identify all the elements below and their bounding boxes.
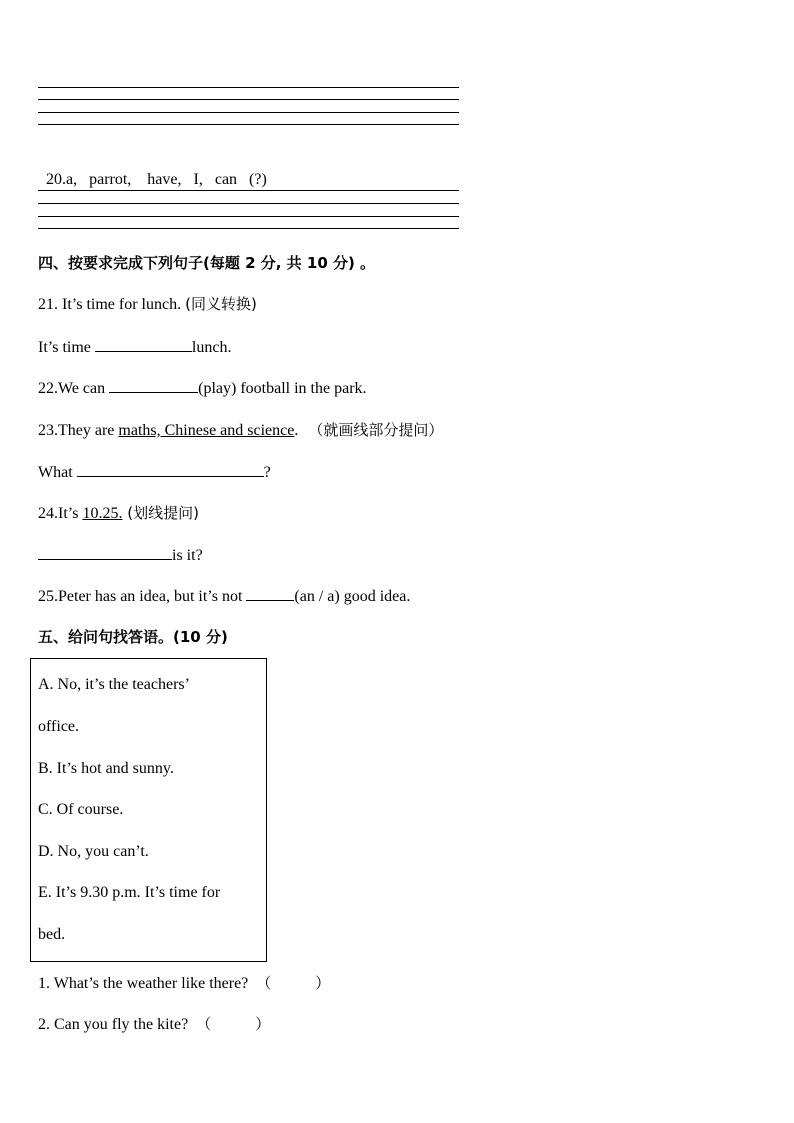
choice-d: D. No, you can’t. <box>38 843 149 860</box>
question-prefix: 22.We can <box>38 380 110 397</box>
answer-paren-open: （ <box>196 1015 212 1033</box>
question-number: 20. <box>46 171 66 188</box>
choice-a-continued: office. <box>38 718 80 735</box>
question-suffix: . <box>294 422 299 439</box>
answer-paren-close: ） <box>315 974 331 992</box>
instruction-note: (同义转换) <box>185 295 257 313</box>
answer-line <box>38 216 459 217</box>
choice-e-continued: bed. <box>38 926 66 943</box>
answer-line <box>38 99 459 100</box>
choice-c: C. Of course. <box>38 801 124 818</box>
answer-paren-open: （ <box>256 974 272 992</box>
choice-a: A. No, it’s the teachers’ <box>38 676 190 693</box>
question-prefix: 23.They are <box>38 422 119 439</box>
question-21 <box>38 294 257 315</box>
question-23-answer <box>38 462 271 483</box>
instruction-note: (划线提问) <box>122 504 199 522</box>
question-23 <box>38 420 443 441</box>
question-text: 1. What’s the weather like there? <box>38 975 249 992</box>
instruction-note: （就画线部分提问） <box>308 421 444 439</box>
underlined-phrase: maths, Chinese and science <box>118 422 295 439</box>
answer-blank[interactable] <box>77 462 264 477</box>
question-20 <box>38 150 267 190</box>
question-prefix: 24.It’s <box>38 505 83 522</box>
answer-line <box>38 228 459 229</box>
choice-b: B. It’s hot and sunny. <box>38 760 174 777</box>
answer-line <box>38 124 459 125</box>
answer-line <box>38 87 459 88</box>
question-24 <box>38 503 199 524</box>
answer-prefix: It’s time <box>38 339 95 356</box>
answer-line <box>38 190 459 191</box>
answer-suffix: ? <box>263 464 271 481</box>
section-5-heading: 五、给问句找答语。(10 分) <box>38 628 228 646</box>
section-4-heading: 四、按要求完成下列句子(每题 2 分, 共 10 分) 。 <box>38 254 376 272</box>
question-24-answer <box>38 545 203 566</box>
answer-line <box>38 203 459 204</box>
answer-line <box>38 112 459 113</box>
question-21-answer <box>38 337 231 358</box>
choice-e: E. It’s 9.30 p.m. It’s time for <box>38 884 221 901</box>
answer-suffix: lunch. <box>191 339 232 356</box>
answer-blank[interactable] <box>95 337 192 352</box>
question-suffix: (play) football in the park. <box>198 380 367 397</box>
underlined-phrase: 10.25. <box>82 505 123 522</box>
question-prefix: 25.Peter has an idea, but it’s not <box>38 588 247 605</box>
answer-prefix: What <box>38 464 77 481</box>
question-text: 2. Can you fly the kite? <box>38 1016 189 1033</box>
matching-question-1 <box>38 973 330 994</box>
matching-question-2 <box>38 1014 270 1035</box>
answer-blank[interactable] <box>246 586 294 601</box>
question-text: 21. It’s time for lunch. <box>38 296 186 313</box>
answer-paren-close: ） <box>255 1015 271 1033</box>
question-25 <box>38 586 410 607</box>
question-suffix: (an / a) good idea. <box>294 588 411 605</box>
answer-suffix: is it? <box>172 547 203 564</box>
scrambled-words: a, parrot, have, I, can (?) <box>66 171 267 188</box>
answer-blank[interactable] <box>38 545 172 560</box>
question-22 <box>38 378 367 399</box>
answer-blank[interactable] <box>109 378 198 393</box>
